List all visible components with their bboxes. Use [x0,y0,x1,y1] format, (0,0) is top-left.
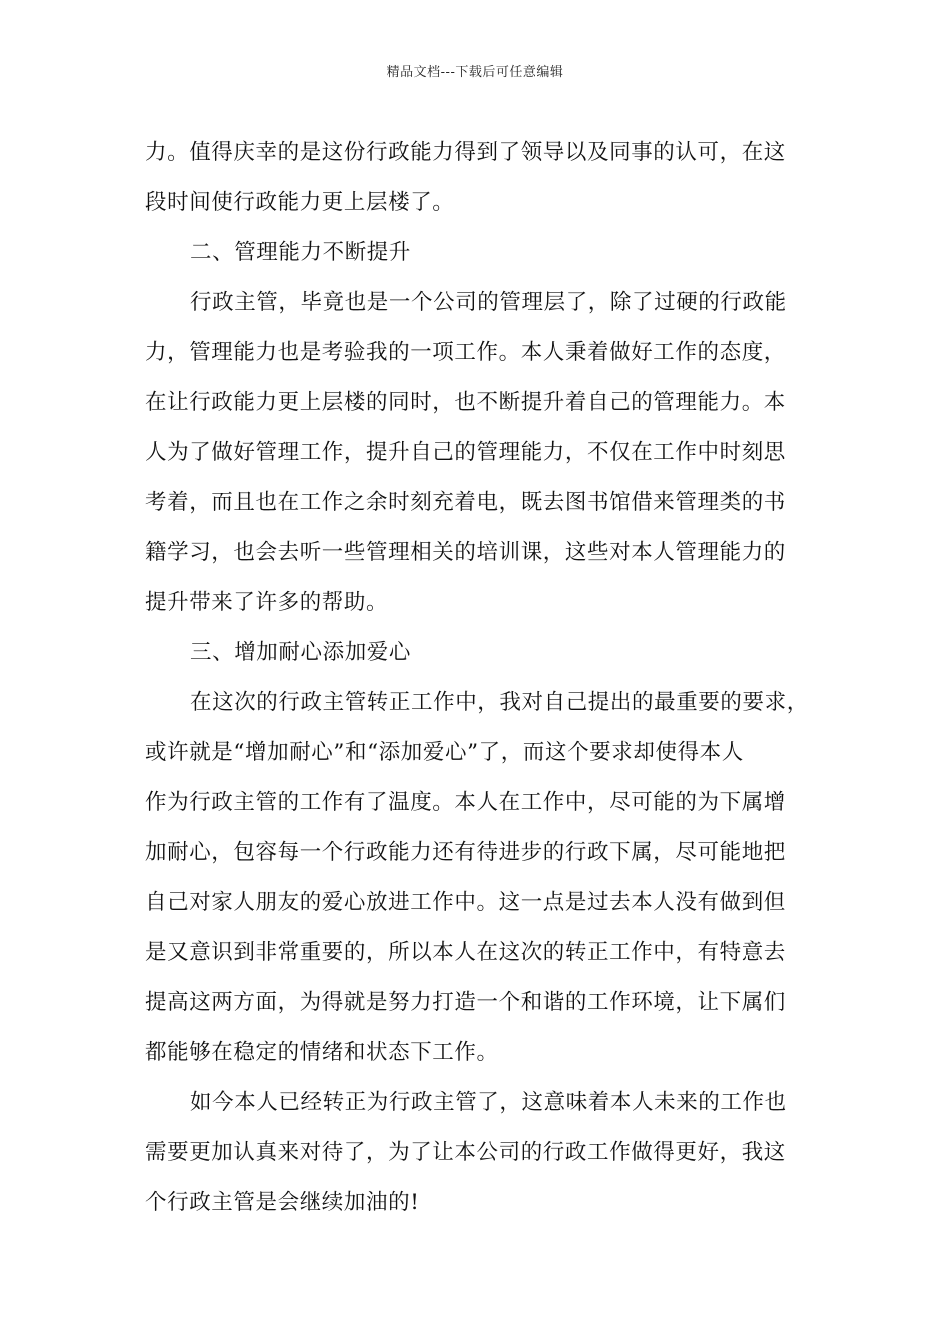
text-line: 提升带来了许多的帮助。 [145,590,389,615]
text-line: 力。值得庆幸的是这份行政能力得到了领导以及同事的认可，在这 [145,140,786,165]
text-line: 个行政主管是会继续加油的! [145,1190,420,1215]
text-line: 加耐心，包容每一个行政能力还有待进步的行政下属，尽可能地把 [145,840,786,865]
text-line: 是又意识到非常重要的，所以本人在这次的转正工作中，有特意去 [145,940,786,965]
paragraph [145,678,815,1078]
text-line: 籍学习，也会去听一些管理相关的培训课，这些对本人管理能力的 [145,540,786,565]
paragraph [145,1078,815,1228]
text-line: 考着，而且也在工作之余时刻充着电，既去图书馆借来管理类的书 [145,490,786,515]
text-line: 作为行政主管的工作有了温度。本人在工作中，尽可能的为下属增 [145,790,786,815]
text-line: 在让行政能力更上层楼的同时，也不断提升着自己的管理能力。本 [145,390,786,415]
section-heading-text: 二、管理能力不断提升 [190,240,412,265]
text-line: 行政主管，毕竟也是一个公司的管理层了，除了过硬的行政能 [190,290,787,315]
text-line: 或许就是“增加耐心”和“添加爱心”了，而这个要求却使得本人 [145,740,744,765]
paragraph [145,278,815,628]
text-line: 都能够在稳定的情绪和状态下工作。 [145,1040,499,1065]
text-line: 在这次的行政主管转正工作中，我对自己提出的最重要的要求， [190,690,809,715]
paragraph [145,128,815,228]
text-line: 如今本人已经转正为行政主管了，这意味着本人未来的工作也 [190,1090,787,1115]
section-heading-text: 三、增加耐心添加爱心 [190,640,412,665]
text-line: 人为了做好管理工作，提升自己的管理能力，不仅在工作中时刻思 [145,440,786,465]
page-header: 精品文档---下载后可任意编辑 [386,65,564,80]
document-body [145,128,815,1228]
text-line: 需要更加认真来对待了，为了让本公司的行政工作做得更好，我这 [145,1140,786,1165]
text-line: 自己对家人朋友的爱心放进工作中。这一点是过去本人没有做到但 [145,890,786,915]
section-heading [145,628,815,678]
text-line: 力，管理能力也是考验我的一项工作。本人秉着做好工作的态度， [145,340,786,365]
text-line: 段时间使行政能力更上层楼了。 [145,190,455,215]
section-heading [145,228,815,278]
text-line: 提高这两方面，为得就是努力打造一个和谐的工作环境，让下属们 [145,990,786,1015]
